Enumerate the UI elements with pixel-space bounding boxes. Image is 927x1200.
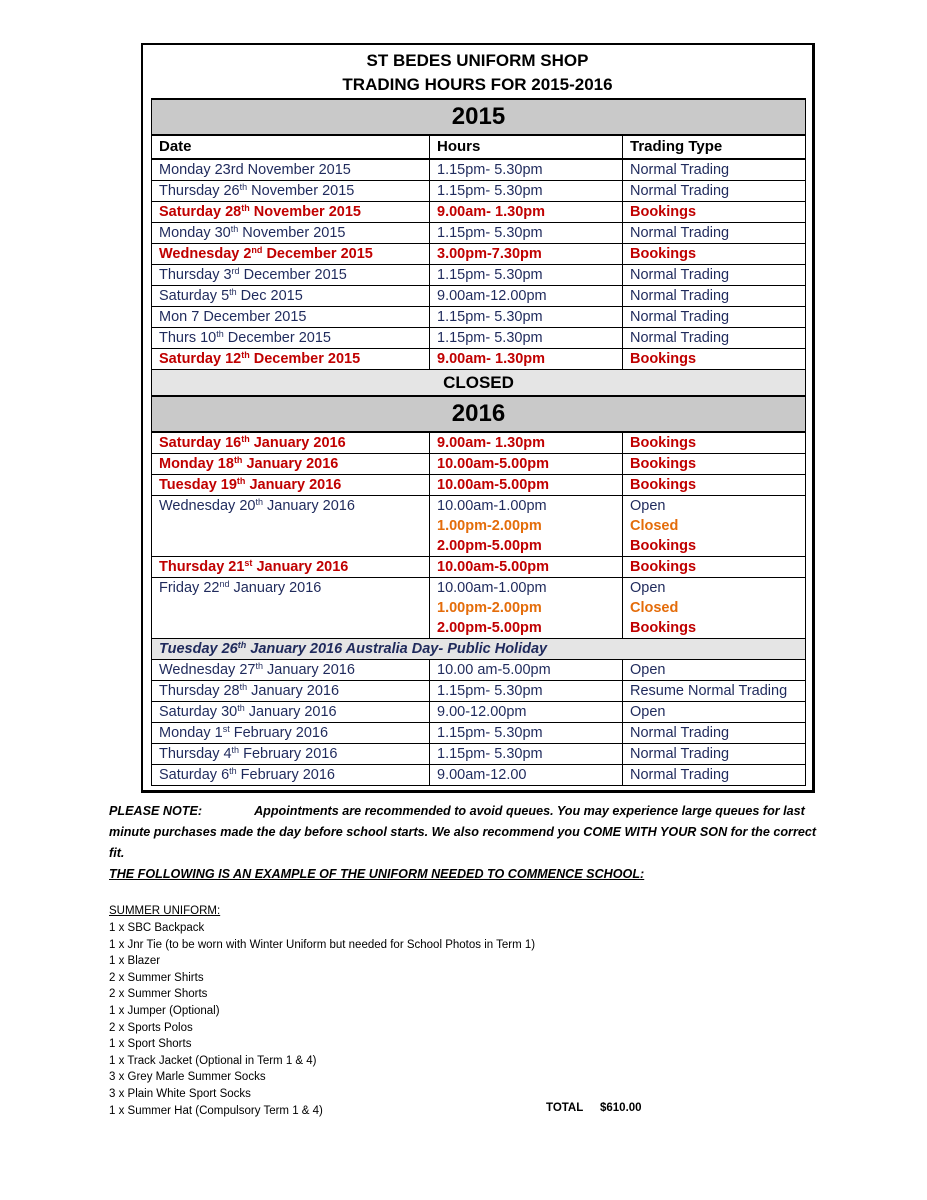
trading-type: Open	[630, 498, 666, 514]
hours-cell: 9.00am- 1.30pm	[430, 432, 623, 454]
date-text: February 2016	[239, 746, 338, 762]
closed-row	[152, 370, 806, 397]
date-cell	[152, 660, 430, 681]
date-text: January 2016 Australia Day- Public Holiday	[246, 641, 548, 657]
date-text: Friday 22	[159, 580, 220, 596]
date-text: December 2015	[249, 351, 361, 367]
uniform-item: 3 x Plain White Sport Socks	[109, 1087, 251, 1100]
date-cell	[152, 557, 430, 578]
ordinal-suffix: nd	[251, 245, 263, 255]
hours-cell: 9.00-12.00pm	[430, 702, 623, 723]
date-text: Tuesday 19	[159, 477, 237, 493]
ordinal-suffix: th	[241, 203, 250, 213]
ordinal-suffix: rd	[231, 266, 240, 276]
table-row	[152, 286, 806, 307]
summer-uniform-heading: SUMMER UNIFORM:	[109, 905, 221, 917]
date-text: Thursday 3	[159, 267, 232, 283]
column-header-trading-type: Trading Type	[623, 135, 806, 159]
date-cell	[152, 681, 430, 702]
date-text: Dec 2015	[236, 288, 303, 304]
hours-cell: 1.15pm- 5.30pm	[430, 223, 623, 244]
trading-type-cell: Normal Trading	[623, 744, 806, 765]
column-header-hours: Hours	[430, 135, 623, 159]
date-text: January 2016	[245, 477, 342, 493]
ordinal-suffix: th	[236, 476, 246, 486]
uniform-item: 1 x Jumper (Optional)	[109, 1004, 220, 1017]
ordinal-suffix: th	[241, 434, 250, 444]
uniform-item: 2 x Summer Shorts	[109, 988, 208, 1001]
hours-slot: 2.00pm-5.00pm	[437, 538, 542, 554]
date-text: February 2016	[229, 725, 329, 741]
ordinal-suffix: th	[239, 182, 248, 192]
table-row	[152, 475, 806, 496]
uniform-item: 1 x Jnr Tie (to be worn with Winter Uniform but needed for School Photos in Term 1)	[109, 938, 536, 951]
trading-type-cell: Normal Trading	[623, 765, 806, 786]
year-2016-header-label: 2016	[152, 396, 806, 432]
year-2015-header	[152, 99, 806, 135]
hours-cell	[430, 578, 623, 639]
hours-cell: 1.15pm- 5.30pm	[430, 681, 623, 702]
table-row	[152, 432, 806, 454]
trading-type-cell: Bookings	[623, 349, 806, 370]
ordinal-suffix: th	[255, 661, 263, 671]
table-row	[152, 765, 806, 786]
trading-type: Bookings	[630, 620, 697, 636]
ordinal-suffix: th	[231, 745, 240, 755]
trading-type-cell: Normal Trading	[623, 307, 806, 328]
date-text: December 2015	[239, 267, 347, 283]
date-text: January 2016	[244, 704, 337, 720]
date-text: Monday 30	[159, 225, 231, 241]
ordinal-suffix: th	[229, 766, 237, 776]
date-text: January 2016	[252, 559, 349, 575]
public-holiday-label	[152, 639, 806, 660]
table-row	[152, 349, 806, 370]
uniform-item: 1 x Summer Hat (Compulsory Term 1 & 4)	[109, 1104, 323, 1117]
date-text: Tuesday 26	[159, 641, 238, 657]
hours-cell: 9.00am- 1.30pm	[430, 349, 623, 370]
shop-title: ST BEDES UNIFORM SHOP	[366, 51, 589, 70]
trading-type-cell: Normal Trading	[623, 328, 806, 349]
table-row	[152, 723, 806, 744]
hours-cell: 10.00am-5.00pm	[430, 557, 623, 578]
date-cell	[152, 286, 430, 307]
trading-type-cell: Normal Trading	[623, 265, 806, 286]
uniform-item: 1 x Blazer	[109, 955, 161, 968]
hours-cell: 1.15pm- 5.30pm	[430, 159, 623, 181]
ordinal-suffix: th	[255, 497, 263, 507]
date-text: Saturday 5	[159, 288, 230, 304]
hours-slot: 10.00am-1.00pm	[437, 498, 547, 514]
trading-type-cell: Normal Trading	[623, 159, 806, 181]
date-cell	[152, 578, 430, 639]
date-text: Saturday 12	[159, 351, 242, 367]
date-cell	[152, 244, 430, 265]
total-label: TOTAL	[546, 1102, 584, 1114]
trading-type-cell: Resume Normal Trading	[623, 681, 806, 702]
table-row	[152, 681, 806, 702]
table-row	[152, 744, 806, 765]
trading-hours-title: TRADING HOURS FOR 2015-2016	[342, 75, 613, 94]
ordinal-suffix: th	[237, 640, 247, 650]
trading-type-cell	[623, 578, 806, 639]
date-cell	[152, 328, 430, 349]
uniform-item: 3 x Grey Marle Summer Socks	[109, 1071, 266, 1084]
date-text: February 2016	[236, 767, 335, 783]
ordinal-suffix: st	[222, 724, 230, 734]
uniform-item: 1 x Sport Shorts	[109, 1038, 192, 1051]
date-text: January 2016	[242, 456, 339, 472]
date-text: Saturday 6	[159, 767, 230, 783]
uniform-item: 2 x Sports Polos	[109, 1021, 193, 1034]
date-text: Monday 18	[159, 456, 234, 472]
hours-cell: 10.00am-5.00pm	[430, 475, 623, 496]
table-row	[152, 202, 806, 223]
column-header-date: Date	[152, 135, 430, 159]
hours-slot: 10.00am-1.00pm	[437, 580, 547, 596]
uniform-example-heading: THE FOLLOWING IS AN EXAMPLE OF THE UNIFORM NEEDED TO COMMENCE SCHOOL:	[109, 867, 645, 881]
hours-slot: 1.00pm-2.00pm	[437, 518, 542, 534]
ordinal-suffix: th	[241, 350, 250, 360]
ordinal-suffix: th	[233, 455, 243, 465]
trading-type: Closed	[630, 518, 679, 534]
date-text: Wednesday 27	[159, 662, 256, 678]
uniform-item: 1 x SBC Backpack	[109, 922, 205, 934]
ordinal-suffix: th	[239, 682, 248, 692]
note-text: Appointments are recommended to avoid queues. You may experience large queues for last minute purchases made the day before school starts. We also recommend you COME WITH YOUR SON for the correct fit.	[109, 804, 817, 860]
ordinal-suffix: th	[230, 224, 239, 234]
table-row-multi	[152, 496, 806, 557]
hours-cell: 9.00am-12.00	[430, 765, 623, 786]
date-text: Thursday 4	[159, 746, 232, 762]
year-2016-header	[152, 396, 806, 432]
date-cell	[152, 454, 430, 475]
ordinal-suffix: th	[229, 287, 237, 297]
trading-hours-table	[151, 98, 806, 786]
date-cell	[152, 265, 430, 286]
uniform-item: 2 x Summer Shirts	[109, 971, 204, 984]
hours-cell: 1.15pm- 5.30pm	[430, 265, 623, 286]
table-row	[152, 307, 806, 328]
column-header-row	[152, 135, 806, 159]
table-row	[152, 181, 806, 202]
ordinal-suffix: nd	[219, 579, 230, 589]
date-cell	[152, 496, 430, 557]
please-note	[109, 801, 819, 864]
trading-type-cell: Open	[623, 702, 806, 723]
hours-cell: 1.15pm- 5.30pm	[430, 744, 623, 765]
table-row	[152, 702, 806, 723]
date-text: Thurs 10	[159, 330, 217, 346]
date-text: December 2015	[223, 330, 331, 346]
ordinal-suffix: st	[244, 558, 253, 568]
date-text: Monday 1	[159, 725, 223, 741]
date-cell	[152, 349, 430, 370]
date-cell	[152, 723, 430, 744]
date-cell	[152, 432, 430, 454]
note-label: PLEASE NOTE:	[109, 804, 203, 818]
date-cell	[152, 765, 430, 786]
date-text: Wednesday 2	[159, 246, 252, 262]
uniform-item: 1 x Track Jacket (Optional in Term 1 & 4)	[109, 1054, 317, 1067]
hours-slot: 1.00pm-2.00pm	[437, 600, 542, 616]
hours-cell: 1.15pm- 5.30pm	[430, 723, 623, 744]
date-text: Saturday 30	[159, 704, 238, 720]
date-text: November 2015	[247, 183, 355, 199]
date-text: Mon 7 December 2015	[159, 309, 307, 325]
date-text: Thursday 26	[159, 183, 240, 199]
hours-slot: 2.00pm-5.00pm	[437, 620, 542, 636]
trading-type-cell: Bookings	[623, 557, 806, 578]
trading-type-cell: Bookings	[623, 432, 806, 454]
date-text: Thursday 28	[159, 683, 240, 699]
closed-label: CLOSED	[152, 370, 806, 397]
trading-hours-box	[141, 43, 815, 793]
uniform-item-list	[109, 920, 535, 1119]
table-row-multi	[152, 578, 806, 639]
table-row	[152, 454, 806, 475]
table-row	[152, 265, 806, 286]
hours-cell: 10.00am-5.00pm	[430, 454, 623, 475]
trading-type-cell: Bookings	[623, 244, 806, 265]
hours-cell: 3.00pm-7.30pm	[430, 244, 623, 265]
hours-cell	[430, 496, 623, 557]
date-cell	[152, 744, 430, 765]
table-row	[152, 244, 806, 265]
date-text: November 2015	[238, 225, 346, 241]
date-text: Saturday 28	[159, 204, 242, 220]
total-value: $610.00	[600, 1102, 642, 1114]
hours-cell: 1.15pm- 5.30pm	[430, 307, 623, 328]
date-cell	[152, 475, 430, 496]
ordinal-suffix: th	[237, 703, 245, 713]
year-2015-header-label: 2015	[152, 99, 806, 135]
date-text: December 2015	[262, 246, 373, 262]
table-row	[152, 159, 806, 181]
hours-cell: 1.15pm- 5.30pm	[430, 181, 623, 202]
trading-type: Closed	[630, 600, 679, 616]
date-text: January 2016	[262, 662, 355, 678]
trading-type-cell: Bookings	[623, 475, 806, 496]
date-cell	[152, 307, 430, 328]
date-text: Thursday 21	[159, 559, 245, 575]
ordinal-suffix: th	[216, 329, 224, 339]
public-holiday-row	[152, 639, 806, 660]
date-cell	[152, 181, 430, 202]
trading-type: Bookings	[630, 538, 697, 554]
hours-cell: 9.00am- 1.30pm	[430, 202, 623, 223]
table-row	[152, 328, 806, 349]
trading-type: Open	[630, 580, 666, 596]
table-row	[152, 660, 806, 681]
hours-cell: 10.00 am-5.00pm	[430, 660, 623, 681]
date-text: January 2016	[229, 580, 322, 596]
table-row	[152, 223, 806, 244]
date-text: January 2016	[249, 435, 346, 451]
trading-type-cell: Normal Trading	[623, 723, 806, 744]
trading-type-cell: Normal Trading	[623, 286, 806, 307]
date-text: November 2015	[249, 204, 361, 220]
date-cell	[152, 159, 430, 181]
date-text: Saturday 16	[159, 435, 242, 451]
trading-type-cell: Bookings	[623, 454, 806, 475]
trading-type-cell: Bookings	[623, 202, 806, 223]
table-row	[152, 557, 806, 578]
trading-type-cell: Normal Trading	[623, 223, 806, 244]
date-cell	[152, 223, 430, 244]
date-text: Monday 23rd November 2015	[159, 162, 351, 178]
hours-cell: 1.15pm- 5.30pm	[430, 328, 623, 349]
date-cell	[152, 202, 430, 223]
date-text: Wednesday 20	[159, 498, 256, 514]
date-text: January 2016	[262, 498, 355, 514]
trading-type-cell	[623, 496, 806, 557]
date-cell	[152, 702, 430, 723]
trading-type-cell: Open	[623, 660, 806, 681]
date-text: January 2016	[247, 683, 340, 699]
hours-cell: 9.00am-12.00pm	[430, 286, 623, 307]
trading-type-cell: Normal Trading	[623, 181, 806, 202]
